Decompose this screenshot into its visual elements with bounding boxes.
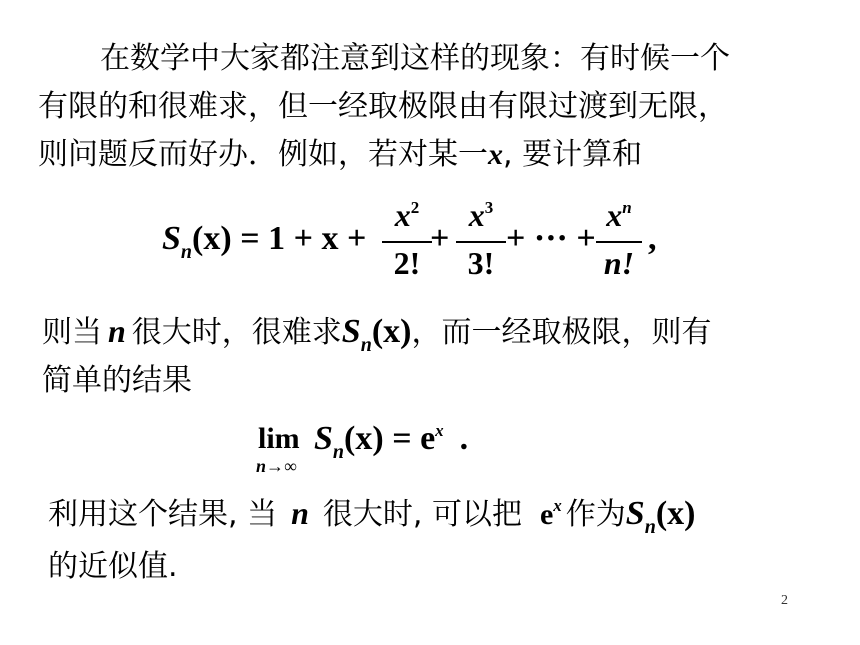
para2-prefix: 则当 <box>42 315 102 350</box>
formula2-lim: lim <box>258 422 300 455</box>
para3-S: S <box>625 495 645 532</box>
para1-line1: 在数学中大家都注意到这样的现象：有时候一个 <box>100 41 730 76</box>
formula1-mid: + ··· + <box>506 220 596 257</box>
para3-e: e <box>539 498 554 531</box>
frac2-exp: 3 <box>484 198 494 217</box>
formula2-lim-under: n→∞ <box>256 456 297 476</box>
para2-mid: 很大时，很难求 <box>131 315 342 350</box>
para1-line3-suffix: , 要计算和 <box>503 137 643 172</box>
para1-line3-var: x <box>488 138 503 171</box>
formula1-plus1: + <box>430 220 450 257</box>
para1-line3 <box>38 136 642 174</box>
para2-S: S <box>341 313 361 350</box>
formula1-tail: , <box>648 220 657 257</box>
para3-arg: (x) <box>655 495 696 532</box>
frac3-bar <box>596 241 642 243</box>
para3-as: 作为 <box>565 497 626 532</box>
para1-line3-prefix: 则问题反而好办．例如，若对某一 <box>38 137 488 172</box>
para2-line2: 简单的结果 <box>42 363 192 398</box>
frac3-exp: n <box>622 198 632 217</box>
fraction-x3 <box>456 198 506 280</box>
frac1-den: 2! <box>393 245 421 281</box>
formula2-rest: (x) = e <box>344 420 436 457</box>
formula2-exp: x <box>435 421 444 440</box>
page-number: 2 <box>781 593 788 608</box>
para3-line2: 的近似值. <box>48 549 178 584</box>
formula1-sub: n <box>180 241 193 263</box>
para2-suffix: ，而一经取极限，则有 <box>411 315 712 350</box>
formula1-S: S <box>162 220 181 257</box>
para1-line2: 有限的和很难求，但一经取极限由有限过渡到无限， <box>38 89 728 124</box>
formula1-lhs-rest: (x) = 1 + x + <box>192 220 367 257</box>
frac1-exp: 2 <box>410 198 420 217</box>
formula2-tail: . <box>459 420 469 457</box>
para2-n: n <box>108 313 126 349</box>
formula1-lhs <box>162 220 367 263</box>
fraction-xn <box>596 198 642 280</box>
frac3-den: n! <box>603 245 635 281</box>
formula2-sub: n <box>332 441 345 463</box>
frac2-bar <box>456 241 506 243</box>
frac1-num: x <box>394 197 411 233</box>
frac2-num: x <box>468 197 485 233</box>
frac3-num: x <box>606 197 623 233</box>
para3-n: n <box>291 495 309 531</box>
para3-line1 <box>48 494 695 538</box>
para2-sub: n <box>360 334 372 356</box>
para3-sub: n <box>644 516 656 538</box>
fraction-x2 <box>382 198 432 280</box>
para2-line1 <box>42 312 712 355</box>
para3-prefix: 利用这个结果, 当 <box>48 497 278 532</box>
formula2-S: S <box>314 420 333 457</box>
frac2-den: 3! <box>467 245 495 281</box>
frac1-bar <box>382 241 432 243</box>
formula2-body <box>314 420 469 463</box>
para3-mid: 很大时, 可以把 <box>322 497 522 532</box>
para2-arg: (x) <box>371 313 412 350</box>
para3-exp: x <box>553 496 562 515</box>
